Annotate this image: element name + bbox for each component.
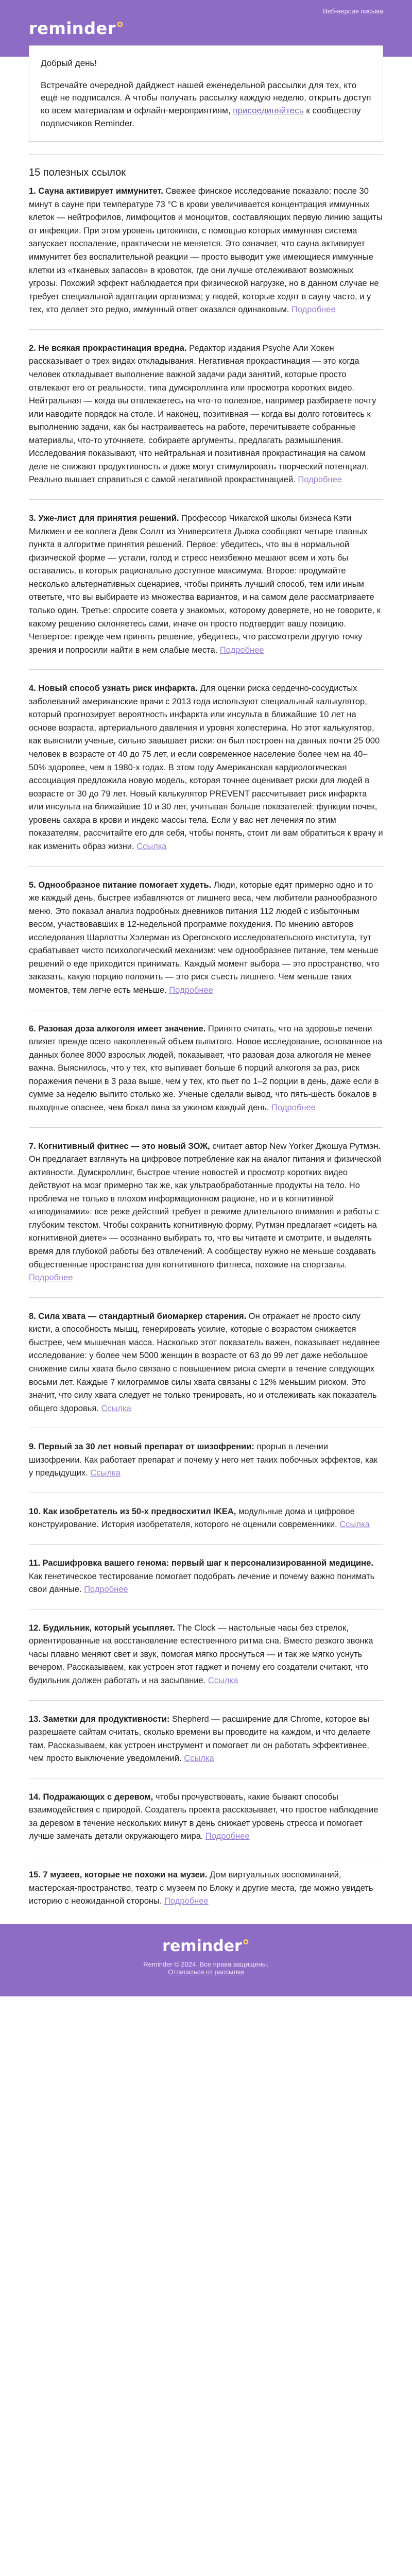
divider [29,1297,383,1298]
item-body: Люди, которые едят примерно одно и то же каждый день, быстрее избавляются от лишнего веса, чем любители разнообразного меню. Это показал анализ подробных дневников питания 112 людей с избыточным весом, участвовавших в 12-недельной программе похудения. По мнению авторов исследования Шарлотты Хэлерман из Орегонского исследовательского института, тут срабатывает чисто психологический механизм: чем однообразнее питание, тем меньше решений о еде приходится принимать. Каждый момент выбора — это пространство, что заказать, какую порцию положить — это риск съесть лишнего. Чем меньше таких моментов, тем легче есть меньше. [29,880,380,995]
list-item [29,342,383,487]
item-title: 2. [29,343,36,353]
item-title: 7 музеев, которые не похожи на музеи. [43,1870,208,1880]
item-title: 9. [29,1442,36,1452]
divider [29,866,383,867]
item-source-link[interactable]: Ссылка [184,1754,214,1764]
list-item [29,1505,383,1532]
item-text [29,1440,383,1480]
item-body: Как генетическое тестирование помогает подобрать лечение и почему важно понимать свои данные. [29,1571,375,1595]
item-title: 11. [29,1558,41,1568]
item-body: Профессор Чикагской школы бизнеса Кэти Милкмен и ее коллега Девк Соллт из Университета Дьюка сообщают четыре главных пункта в алгоритме принятия решений. Первое: убедитесь, что вы в нормальной физической форме — устали, голод и стресс неизбежно мешают всем и хоть бы оставались, в которых рационально доступное максимума. Второе: продумайте несколько альтернативных сценариев, чтобы принять лучший способ, тем или иным ответьте, что вы выбираете из множества вариантов, и на самом деле рассматриваете только один. Третье: спросите совета у знакомых, которому доверяете, но не говорите, к какому решению склоняетесь сами, иначе он просто подтвердит вашу позицию. Четвертое: прежде чем принять решение, убедитесь, что рассмотрели другую точку зрения и попросили найти в нем слабые места. [29,514,381,655]
divider [29,154,383,155]
footer-copyright: Reminder © 2024. Все права защищены. Отписаться от рассылки [143,1960,269,1976]
item-source-link[interactable]: Ссылка [136,841,167,851]
item-title: Новый способ узнать риск инфаркта. [38,684,198,693]
item-title: 4. [29,684,36,693]
item-source-link[interactable]: Подробнее [271,1103,316,1112]
item-body: The Clock — настольные часы без стрелок, ориентированные на восстановление естественного ритма сна. Вместо резкого звонка часы плавно меняют свет и звук, помогая мягко проснуться — и так же мягко уснуть вечером. Рассказываем, как устроен этот гаджет и почему его создатели считают, что будильник должен работать и на засыпание. [29,1623,373,1685]
item-text [29,1791,383,1843]
item-title: 7. [29,1141,36,1151]
list-item [29,1557,383,1597]
footer-logo: reminder° [162,1937,250,1955]
intro-card [29,45,383,142]
list-item [29,682,383,853]
divider [29,329,383,330]
item-title: 14. [29,1792,41,1802]
section-title: 15 полезных ссылок [29,167,126,179]
greeting: Добрый день! [41,58,97,68]
item-title: 1. [29,187,36,196]
item-title: 13. [29,1714,41,1724]
item-source-link[interactable]: Ссылка [101,1403,131,1413]
unsubscribe-link[interactable]: Отписаться от рассылки [168,1968,244,1976]
item-text [29,1622,383,1688]
item-title: Будильник, который усыпляет. [43,1623,175,1633]
item-title: 12. [29,1623,41,1633]
item-text [29,1140,383,1285]
item-text [29,682,383,853]
item-source-link[interactable]: Подробнее [164,1896,209,1906]
reminder-logo: reminder° [29,19,125,38]
list-item [29,185,383,317]
item-title: 15. [29,1870,41,1880]
intro-text: Встречайте очередной дайджест нашей еженедельной рассылки для тех, кто ещё не подписался. А чтобы получать рассылку каждую неделю, открыть доступ ко всем материалам и офлайн-мероприятиям, присоединяйтесь к сообществу подписчиков Reminder. [41,80,371,128]
item-text [29,1713,383,1766]
divider [29,1127,383,1128]
item-body: прорыв в лечении шизофрении. Как работает препарат и почему у него нет таких побочных эффектов, как у предыдущих. [29,1442,378,1478]
item-source-link[interactable]: Подробнее [169,986,213,995]
view-in-browser-link[interactable]: Веб-версия письма [323,7,383,15]
item-source-link[interactable]: Подробнее [84,1585,128,1595]
list-item [29,1140,383,1285]
item-text [29,879,383,997]
item-body: Дом виртуальных воспоминаний, мастерская-пространство, театр с музеем по Блоку и другие места, где можно увидеть историю с неожиданной стороны. [29,1870,373,1906]
list-item [29,1869,383,1908]
item-title: 3. [29,514,36,523]
item-source-link[interactable]: Подробнее [29,1273,73,1283]
item-title: Как изобретатель из 50-х предвосхитил IKEA, [43,1506,236,1516]
item-title: Сауна активирует иммунитет. [38,187,163,196]
item-title: Не всякая прокрастинация вредна. [38,343,187,353]
item-body: Свежее финское исследование показало: после 30 минут в сауне при температуре 73 °C в крови увеличивается концентрация иммунных клеток — нейтрофилов, лимфоцитов и моноцитов, составляющих первую линию защиты от инфекции. При этом уровень цитокинов, с помощью которых иммунная система запускает воспаление, практически не меняется. Это означает, что сауна активирует иммунитет без воспалительной реакции — просто выводит уже имеющиеся иммунные клетки из «тканевых запасов» в кровоток, где они лучше отслеживают возможных угрозы. Похожий эффект наблюдается при физической нагрузке, но в данном случае не требует специальной адаптации организма; у людей, которые ходят в сауну часто, и у тех, кто делает это редко, иммунный ответ оказался одинаковым. [29,187,383,315]
divider [29,1544,383,1545]
item-title: 5. [29,880,36,890]
list-item [29,1023,383,1115]
list-item [29,512,383,657]
item-title: Заметки для продуктивности: [43,1714,170,1724]
list-item [29,1713,383,1766]
item-source-link[interactable]: Ссылка [90,1468,121,1478]
list-item [29,1310,383,1416]
item-title: Разовая доза алкоголя имеет значение. [38,1024,206,1033]
item-body: Shepherd — расширение для Chrome, которое вы разрешаете сайтам считать, сколько времени вы проводите на каждом, и что делаете там. Рассказываем, как устроен инструмент и помогает ли он работать эффективнее, чем просто выключение уведомлений. [29,1714,370,1764]
item-text [29,1557,383,1597]
item-body: Он отражает не просто силу кисти, а способность мышц, генерировать усилие, которые с возрастом снижается быстрее, чем мышечная масса. Насколько этот показатель важен, показывает недавнее исследование: у более чем 5000 женщин в возрасте от 63 до 99 лет даже небольшое снижение силы хвата было связано с повышением риска смерти в течение следующих восьми лет. Каждые 7 килограммов силы хвата связаны с 12% меньшим риском. Это значит, что силу хвата следует не только тренировать, но и отслеживать как показатель общего здоровья. [29,1311,380,1413]
list-item [29,879,383,997]
item-title: Сила хвата — стандартный биомаркер старения. [38,1311,247,1321]
item-body: Принято считать, что на здоровье печени влияет прежде всего накопленный объем выпитого. Новое исследование, основанное на данных более 8000 взрослых людей, показывает, что разовая доза алкоголя не менее важна. Выяснилось, что у тех, кто выпивает больше 6 порций алкоголя за раз, риск поражения печени в 3 раза выше, чем у тех, кто пьет по 1–2 порции в день, даже если в сумме за неделю выпито столько же. Ученые сделали вывод, что пять-шесть бокалов в выходные опаснее, чем бокал вина за ужином каждый день. [29,1024,383,1112]
list-item [29,1622,383,1688]
item-source-link[interactable]: Подробнее [219,645,264,655]
email-footer [0,1924,412,1996]
item-source-link[interactable]: Подробнее [291,305,336,315]
item-source-link[interactable]: Подробнее [298,475,342,485]
divider [29,1700,383,1701]
item-title: 6. [29,1024,36,1033]
links-list [0,185,412,1908]
list-item [29,1440,383,1480]
item-title: Расшифровка вашего генома: первый шаг к персонализированной медицине. [42,1558,373,1568]
item-text [29,1869,383,1908]
item-body: чтобы прочувствовать, какие бывают способы взаимодействия с природой. Создатель проекта рассказывает, что простое наблюдение за деревом в течение нескольких минут в день снижает уровень стресса и помогает лучше замечать детали окружающего мира. [29,1792,379,1841]
item-body: Редактор издания Psyche Али Хокен рассказывает о трех видах откладывания. Негативная прокрастинация — это когда человек откладывает выполнение важной задачи ради занятий, которые просто отвлекают его от реальности, типа думскроллинга или просмотра коротких видео. Нейтральная — когда вы отвлекаетесь на что-то полезное, например разбираете почту или наводите порядок на столе. И наконец, позитивная — когда вы долго готовитесь к выполнению задачи, как бы настраиваетесь на работе, перечитываете собранные материалы, что-то уточняете, собираете аргументы, предлагать размышления. Исследования показывают, что нейтральная и позитивная прокрастинация на самом деле не снижают продуктивность и даже могут стимулировать творческий потенциал. Реально вышает справиться с самой негативной прокрастинацией. [29,343,376,485]
item-text [29,1505,383,1532]
item-source-link[interactable]: Подробнее [205,1832,250,1841]
divider [29,499,383,500]
item-title: Когнитивный фитнес — это новый ЗОЖ, [38,1141,210,1151]
list-item [29,1791,383,1843]
item-text [29,1310,383,1416]
item-title: 8. [29,1311,36,1321]
item-text [29,1023,383,1115]
item-body: считает автор New Yorker Джошуа Рутмэн. Он предлагает взглянуть на цифровое потребление как на аналог питания и физической активности. Думскроллинг, быстрое чтение новостей и просмотр коротких видео действуют на мозг примерно так же, как ультраобработанные продукты на тело. Но проблема не только в плохом информационном рационе, но и в когнитивной «гиподинамии»: все реже действий требует в режиме длительного внимания и работы с глубоким текстом. Чтобы сохранить когнитивную форму, Рутмэн предлагает «сидеть на когнитивной диете» — осознанно выбирать то, что вы читаете и смотрите, и выделять время для глубокой работы без отвлечений. А сообществу нужно не меньше создавать общественные пространства для когнитивного фитнеса, похожие на спортзалы. [29,1141,382,1269]
item-title: 10. [29,1506,41,1516]
item-title: Однообразное питание помогает худеть. [38,880,212,890]
divider [29,669,383,670]
item-body: модульные дома и цифровое конструирование. История изобретателя, которого не оценили современники. [29,1506,355,1530]
item-text [29,512,383,657]
item-title: Первый за 30 лет новый препарат от шизофрении: [38,1442,254,1452]
item-title: Уже-лист для принятия решений. [38,514,179,523]
item-title: Подражающих с деревом, [43,1792,153,1802]
item-source-link[interactable]: Ссылка [208,1675,238,1685]
item-body: Для оценки риска сердечно-сосудистых заболеваний американские врачи с 2013 года используют специальный калькулятор, который прогнозирует вероятность инфаркта или инсульта в ближайшие 10 лет на основе возраста, артериального давления и уровня холестерина. Но этот калькулятор, как выяснили ученые, сильно завышает риски: он был построен на данных почти 25 000 человек в возрасте от 40 до 75 лет, и если современное население более чем на 40–50% здоровее, чем в 1980-х годах. В этом году Американская кардиологическая ассоциация предложила новую модель, которая точнее оценивает риски для людей в возрасте от 30 до 79 лет. Новый калькулятор PREVENT рассчитывает риск инфаркта или инсульта на ближайшие 10 и 30 лет, учитывая больше показателей: функции почек, уровень сахара в крови и индекс массы тела. Если у вас нет лечения по этим показателям, рассчитайте его для себя, чтобы понять, стоит ли вам обратиться к врачу и как изменить образ жизни. [29,684,383,851]
item-text [29,342,383,487]
item-source-link[interactable]: Ссылка [339,1520,370,1530]
subscribe-link[interactable]: присоединяйтесь [233,105,304,115]
item-text [29,185,383,317]
